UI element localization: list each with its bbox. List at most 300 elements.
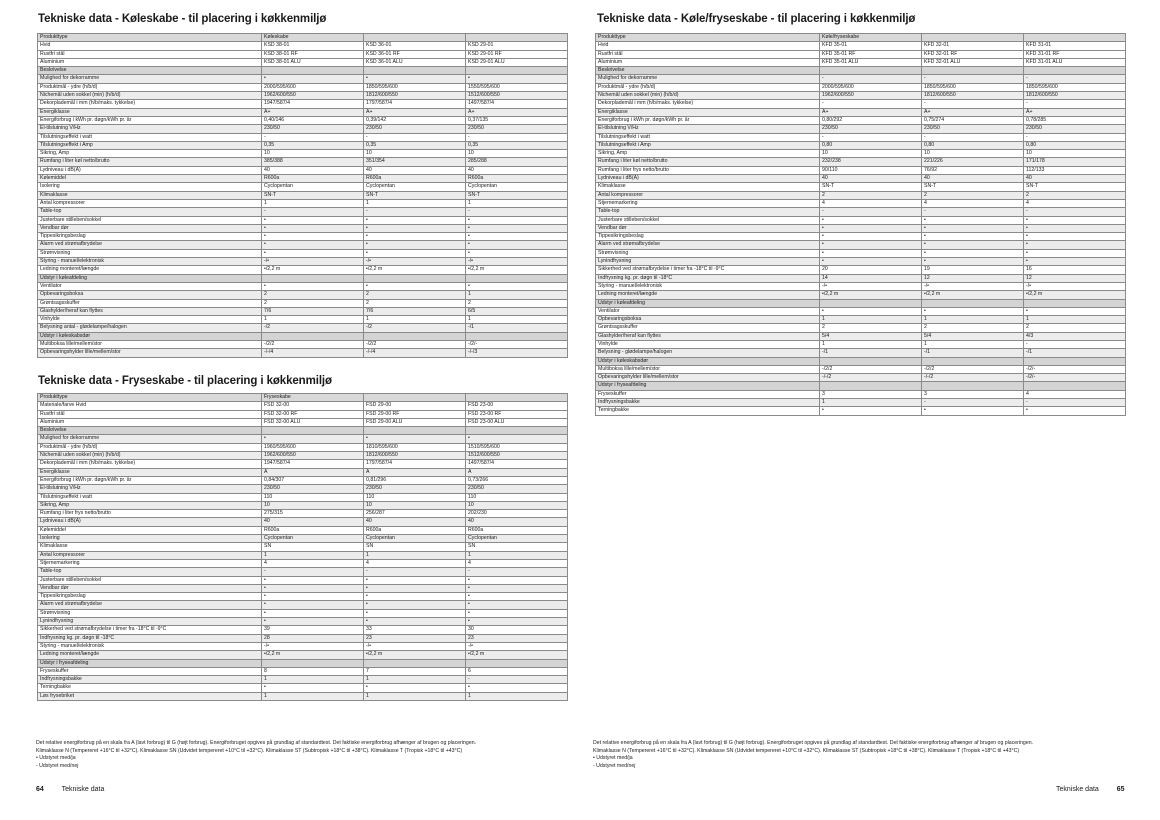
table-row <box>38 535 568 543</box>
cell-value: 110 <box>364 493 466 501</box>
table-row <box>38 175 568 183</box>
row-label: Lydniveau i dB(A) <box>38 166 262 174</box>
cell-value: • <box>364 241 466 249</box>
footnote-left <box>36 740 476 770</box>
cell-value: SN <box>364 543 466 551</box>
table-row <box>38 158 568 166</box>
cell-value: 4 <box>1024 390 1126 398</box>
cell-value: 1 <box>922 316 1024 324</box>
table-row <box>38 249 568 257</box>
row-label: Vinhylde <box>38 316 262 324</box>
cell-value: 16 <box>1024 266 1126 274</box>
cell-value: 351/354 <box>364 158 466 166</box>
row-label: Energiklasse <box>596 108 820 116</box>
cell-value: • <box>922 216 1024 224</box>
cell-value: • <box>466 601 568 609</box>
cell-value: - <box>466 133 568 141</box>
cell-value: 0,35 <box>262 141 364 149</box>
cell-value: 1947/587/4 <box>262 100 364 108</box>
table-group-row <box>38 332 568 340</box>
cell-value <box>364 274 466 282</box>
table-row <box>38 626 568 634</box>
cell-value: 4/3 <box>1024 332 1126 340</box>
cell-value: - <box>364 208 466 216</box>
row-label: Indfrysning kg. pr. døgn til -18°C <box>596 274 820 282</box>
footnote-climate-text: Klimaklasse N (Tempereret +16°C til +32°C). Klimaklasse SN (Udvidet tempereret +10°C til +32°C). Klimaklasse ST (Subtropisk +18°C til +38°C). Klimaklasse T (Tropisk +18°C til +43°C) <box>593 747 1020 754</box>
cell-value: 275/315 <box>262 510 364 518</box>
cell-value: SN <box>262 543 364 551</box>
cell-value: -/• <box>262 258 364 266</box>
cell-value: - <box>364 568 466 576</box>
row-label: Vendbar dør <box>38 584 262 592</box>
table-row <box>38 601 568 609</box>
cell-value: • <box>820 233 922 241</box>
cell-value: 3 <box>820 390 922 398</box>
table-row <box>596 92 1126 100</box>
table-row <box>38 584 568 592</box>
cell-value: - <box>364 133 466 141</box>
cell-value: 221/226 <box>922 158 1024 166</box>
cell-value: 202/230 <box>466 510 568 518</box>
table-group-row <box>38 659 568 667</box>
cell-value: • <box>364 684 466 692</box>
cell-value: • <box>262 241 364 249</box>
footer-left <box>36 786 104 793</box>
row-label: Vendbar dør <box>596 224 820 232</box>
table-row <box>38 83 568 91</box>
cell-value: • <box>262 576 364 584</box>
row-label: Udstyr i køleskabsdør <box>596 357 820 365</box>
cell-value: 1512/600/550 <box>466 92 568 100</box>
table-row <box>38 50 568 58</box>
table-row <box>38 299 568 307</box>
cell-value: • <box>364 601 466 609</box>
cell-value: • <box>262 618 364 626</box>
row-label: Rumfang i liter køl netto/brutto <box>596 158 820 166</box>
row-label: Vinhylde <box>596 340 820 348</box>
cell-value: 1962/600/550 <box>262 92 364 100</box>
page-number-right: 65 <box>1116 786 1125 793</box>
table-row <box>38 183 568 191</box>
cell-value: SN-T <box>820 183 922 191</box>
cell-value: 10 <box>262 150 364 158</box>
table-group-row <box>596 67 1126 75</box>
cell-value <box>364 394 466 402</box>
cell-value: - <box>1024 133 1126 141</box>
cell-value: 40 <box>922 175 1024 183</box>
cell-value: • <box>364 435 466 443</box>
row-label: Produkttype <box>38 34 262 42</box>
table-row <box>596 83 1126 91</box>
row-label: Justerbare stilleben/sokkel <box>38 216 262 224</box>
table-row <box>596 316 1126 324</box>
footnote-energy-text: Det relative energiforbrug på en skala fra A (lavt forbrug) til G (højt forbrug). Energiforbruget opgives på grundlag af standardtest. Det faktiske energiforbrug afhænger af brugen og placeringen. <box>36 740 477 746</box>
fryseskabe-table <box>37 393 568 701</box>
row-label: Table-top <box>38 208 262 216</box>
cell-value: 2 <box>1024 324 1126 332</box>
cell-value: 110 <box>466 493 568 501</box>
row-label: Udstyr i køleafdeling <box>38 274 262 282</box>
row-label: Sikring, Amp <box>596 150 820 158</box>
row-label: Glashylder/heraf kan flyttes <box>38 307 262 315</box>
cell-value: A <box>262 468 364 476</box>
cell-value: 20 <box>820 266 922 274</box>
table-header-row <box>38 34 568 42</box>
cell-value: A+ <box>1024 108 1126 116</box>
cell-value: 1 <box>364 692 466 700</box>
row-label: Indfrysningsbakke <box>38 676 262 684</box>
cell-value: 2000/595/600 <box>262 83 364 91</box>
row-label: Opbevaringshylder lille/mellem/stor <box>38 349 262 357</box>
cell-value: • <box>466 576 568 584</box>
table-row <box>38 307 568 315</box>
row-label: Lynindfrysning <box>596 258 820 266</box>
table-row <box>38 208 568 216</box>
page-number-left: 64 <box>36 786 44 793</box>
cell-value <box>466 274 568 282</box>
table-row <box>596 241 1126 249</box>
cell-value: - <box>820 208 922 216</box>
table-row <box>38 667 568 675</box>
cell-value: 2 <box>922 191 1024 199</box>
cell-value: • <box>466 584 568 592</box>
row-label: Ledning monteret/længde <box>38 651 262 659</box>
table-row <box>596 249 1126 257</box>
cell-value <box>466 332 568 340</box>
table-row <box>38 526 568 534</box>
cell-value: 1 <box>364 199 466 207</box>
row-label: Løs frysebriket <box>38 692 262 700</box>
cell-value: Køle/fryseskabe <box>820 34 922 42</box>
table-row <box>38 418 568 426</box>
cell-value <box>922 382 1024 390</box>
cell-value: 0,80/292 <box>820 116 922 124</box>
cell-value: -/1 <box>922 349 1024 357</box>
cell-value: •/2,2 m <box>820 291 922 299</box>
cell-value: - <box>1024 100 1126 108</box>
cell-value: 7 <box>364 667 466 675</box>
table-row <box>596 175 1126 183</box>
cell-value: 2 <box>262 291 364 299</box>
section-fryseskabe <box>38 375 332 387</box>
cell-value: • <box>820 224 922 232</box>
cell-value: KFD 32-01 RF <box>922 50 1024 58</box>
cell-value: 1497/587/4 <box>466 100 568 108</box>
cell-value: FSD 29-00 ALU <box>364 418 466 426</box>
table-row <box>38 224 568 232</box>
cell-value: Cyclopentan <box>466 183 568 191</box>
cell-value: KFD 35-01 ALU <box>820 58 922 66</box>
row-label: Terningbakke <box>38 684 262 692</box>
cell-value: 1797/587/4 <box>364 100 466 108</box>
table-group-row <box>596 357 1126 365</box>
cell-value: 1812/600/550 <box>1024 92 1126 100</box>
cell-value: R600a <box>466 526 568 534</box>
table-row <box>38 692 568 700</box>
row-label: Alarm ved strømafbrydelse <box>38 601 262 609</box>
cell-value: KSD 38-01 ALU <box>262 58 364 66</box>
row-label: Antal kompressorer <box>38 551 262 559</box>
row-label: Klimaklasse <box>38 543 262 551</box>
table-row <box>38 191 568 199</box>
table-row <box>596 150 1126 158</box>
cell-value: 1 <box>262 692 364 700</box>
table-row <box>38 634 568 642</box>
cell-value: 230/50 <box>262 485 364 493</box>
cell-value <box>1024 67 1126 75</box>
cell-value: - <box>466 676 568 684</box>
cell-value: KSD 38-01 <box>262 42 364 50</box>
cell-value: 2 <box>820 191 922 199</box>
cell-value: • <box>466 618 568 626</box>
cell-value: • <box>466 216 568 224</box>
cell-value: - <box>1024 340 1126 348</box>
cell-value: 10 <box>1024 150 1126 158</box>
row-label: Indfrysning kg. pr. døgn til -18°C <box>38 634 262 642</box>
cell-value: KSD 29-01 <box>466 42 568 50</box>
cell-value: R600a <box>364 175 466 183</box>
cell-value: • <box>262 601 364 609</box>
row-label: Nichemål uden sokkel (min) (h/b/d) <box>596 92 820 100</box>
cell-value: 1 <box>820 340 922 348</box>
row-label: Energiforbrug i kWh pr. døgn/kWh pr. år <box>38 476 262 484</box>
table-row <box>38 443 568 451</box>
cell-value: 30 <box>466 626 568 634</box>
cell-value: 14 <box>820 274 922 282</box>
table-row <box>38 642 568 650</box>
cell-value <box>466 394 568 402</box>
cell-value: •/2,2 m <box>262 651 364 659</box>
cell-value: • <box>466 249 568 257</box>
table-row <box>38 618 568 626</box>
table-row <box>38 452 568 460</box>
row-label: Produkttype <box>596 34 820 42</box>
cell-value: 1797/587/4 <box>364 460 466 468</box>
cell-value: 0,39/142 <box>364 116 466 124</box>
cell-value: • <box>1024 258 1126 266</box>
cell-value: 1 <box>364 551 466 559</box>
row-label: Produktmål - ydre (h/b/d) <box>596 83 820 91</box>
row-label: Kølemiddel <box>38 175 262 183</box>
row-label: Multiboksa lille/mellem/stor <box>38 340 262 348</box>
cell-value: 10 <box>364 150 466 158</box>
cell-value: 1850/595/600 <box>1024 83 1126 91</box>
cell-value: • <box>262 584 364 592</box>
cell-value: 0,75/274 <box>922 116 1024 124</box>
table-row <box>38 651 568 659</box>
cell-value: Cyclopentan <box>466 535 568 543</box>
row-label: Tilslutningseffekt i watt <box>596 133 820 141</box>
cell-value <box>1024 357 1126 365</box>
cell-value: KFD 32-01 <box>922 42 1024 50</box>
row-label: Beskrivelse <box>596 67 820 75</box>
cell-value: 1 <box>364 316 466 324</box>
footnote-energy-text: Det relative energiforbrug på en skala fra A (lavt forbrug) til G (højt forbrug). Energiforbruget opgives på grundlag af standardtest. Det faktiske energiforbrug afhænger af brugen og placeringen. <box>593 740 1034 746</box>
cell-value: A+ <box>364 108 466 116</box>
table-row <box>596 208 1126 216</box>
cell-value: 2 <box>364 291 466 299</box>
table-row <box>38 125 568 133</box>
cell-value: 90/110 <box>820 166 922 174</box>
cell-value: 1 <box>1024 316 1126 324</box>
row-label: Styring - manuel/elektronisk <box>38 258 262 266</box>
cell-value: • <box>466 435 568 443</box>
koleskabe-title: Tekniske data - Køleskabe - til placering i køkkenmiljø <box>38 13 327 25</box>
kolefryseskabe-table <box>595 33 1126 416</box>
cell-value: 0,40/146 <box>262 116 364 124</box>
row-label: Table-top <box>38 568 262 576</box>
row-label: Lynindfrysning <box>38 618 262 626</box>
cell-value: 23 <box>466 634 568 642</box>
cell-value: 1 <box>262 676 364 684</box>
cell-value: 10 <box>922 150 1024 158</box>
footnote-legend-no: - Udstyret med/nej <box>593 762 636 769</box>
row-label: Antal kompressorer <box>38 199 262 207</box>
table-row <box>38 92 568 100</box>
cell-value: -/-/2 <box>922 374 1024 382</box>
table-row <box>38 676 568 684</box>
row-label: Stjernemarkering <box>596 199 820 207</box>
table-row <box>38 258 568 266</box>
cell-value: • <box>466 609 568 617</box>
cell-value: 1 <box>466 291 568 299</box>
cell-value: • <box>262 249 364 257</box>
cell-value: 2 <box>364 299 466 307</box>
cell-value: 230/50 <box>466 125 568 133</box>
cell-value: • <box>466 593 568 601</box>
row-label: Vendbar dør <box>38 224 262 232</box>
cell-value: -/1 <box>820 349 922 357</box>
footnote-right <box>593 740 1033 770</box>
cell-value: KFD 32-01 ALU <box>922 58 1024 66</box>
footer-label-right: Tekniske data <box>1056 786 1099 793</box>
cell-value: A+ <box>466 108 568 116</box>
cell-value: • <box>262 224 364 232</box>
cell-value: A <box>364 468 466 476</box>
cell-value <box>262 427 364 435</box>
cell-value <box>922 34 1024 42</box>
table-row <box>38 551 568 559</box>
cell-value <box>364 34 466 42</box>
row-label: Ventilator <box>38 282 262 290</box>
row-label: Energiforbrug i kWh pr. døgn/kWh pr. år <box>596 116 820 124</box>
cell-value: 1 <box>466 692 568 700</box>
koleskabe-table <box>37 33 568 358</box>
row-label: Produktmål - ydre (h/b/d) <box>38 83 262 91</box>
row-label: Rustfri stål <box>38 50 262 58</box>
table-row <box>596 50 1126 58</box>
table-row <box>596 133 1126 141</box>
cell-value: 232/238 <box>820 158 922 166</box>
cell-value: 1 <box>466 199 568 207</box>
cell-value: A+ <box>262 108 364 116</box>
cell-value: -/• <box>364 642 466 650</box>
table-row <box>38 568 568 576</box>
cell-value: - <box>262 133 364 141</box>
cell-value: • <box>466 224 568 232</box>
table-row <box>596 42 1126 50</box>
table-row <box>596 191 1126 199</box>
cell-value <box>820 67 922 75</box>
cell-value <box>922 299 1024 307</box>
cell-value: 28 <box>262 634 364 642</box>
table-row <box>38 141 568 149</box>
row-label: Ledning monteret/længde <box>596 291 820 299</box>
row-label: Tilslutningseffekt i watt <box>38 493 262 501</box>
cell-value: •/2,2 m <box>262 266 364 274</box>
row-label: Grøntsagsskuffer <box>596 324 820 332</box>
table-row <box>596 166 1126 174</box>
cell-value: -/2/2 <box>820 365 922 373</box>
cell-value: KSD 38-01 RF <box>262 50 364 58</box>
cell-value: 230/50 <box>922 125 1024 133</box>
cell-value: A+ <box>922 108 1024 116</box>
cell-value: 230/50 <box>262 125 364 133</box>
row-label: Indfrysningsbakke <box>596 399 820 407</box>
table-row <box>596 233 1126 241</box>
table-row <box>596 349 1126 357</box>
footer-right <box>1056 786 1125 793</box>
row-label: Antal kompressorer <box>596 191 820 199</box>
table-row <box>38 241 568 249</box>
cell-value: -/2/- <box>466 340 568 348</box>
cell-value: 230/50 <box>364 485 466 493</box>
cell-value <box>262 332 364 340</box>
row-label: Belysning antal - glødelampe/halogen <box>38 324 262 332</box>
row-label: Nichemål uden sokkel (min) (h/b/d) <box>38 92 262 100</box>
table-row <box>596 390 1126 398</box>
cell-value: • <box>922 224 1024 232</box>
table-header-row <box>38 394 568 402</box>
table-row <box>38 559 568 567</box>
row-label: Opbevaringshylder lille/mellem/stor <box>596 374 820 382</box>
cell-value: • <box>262 593 364 601</box>
cell-value: • <box>922 249 1024 257</box>
cell-value: • <box>466 241 568 249</box>
cell-value: 4 <box>364 559 466 567</box>
row-label: Tippesikringsbeslag <box>596 233 820 241</box>
cell-value: 10 <box>466 501 568 509</box>
cell-value: 40 <box>262 518 364 526</box>
cell-value <box>820 299 922 307</box>
table-row <box>38 609 568 617</box>
row-label: Strømvisning <box>38 249 262 257</box>
cell-value: 40 <box>262 166 364 174</box>
table-group-row <box>38 427 568 435</box>
cell-value: 110 <box>262 493 364 501</box>
cell-value: -/• <box>922 282 1024 290</box>
cell-value: 1962/600/550 <box>820 92 922 100</box>
cell-value: 0,80 <box>820 141 922 149</box>
table-group-row <box>596 299 1126 307</box>
table-row <box>596 116 1126 124</box>
cell-value: • <box>364 618 466 626</box>
cell-value: 1 <box>262 551 364 559</box>
cell-value: 1 <box>820 399 922 407</box>
cell-value: • <box>466 75 568 83</box>
row-label: Kølemiddel <box>38 526 262 534</box>
cell-value: 5/4 <box>820 332 922 340</box>
cell-value: 10 <box>262 501 364 509</box>
row-label: Opbevaringsboksa <box>38 291 262 299</box>
cell-value: Cyclopentan <box>364 535 466 543</box>
table-row <box>596 75 1126 83</box>
cell-value: 1812/600/550 <box>922 92 1024 100</box>
row-label: Beskrivelse <box>38 67 262 75</box>
table-group-row <box>596 382 1126 390</box>
row-label: Rustfri stål <box>596 50 820 58</box>
cell-value: 4 <box>262 559 364 567</box>
